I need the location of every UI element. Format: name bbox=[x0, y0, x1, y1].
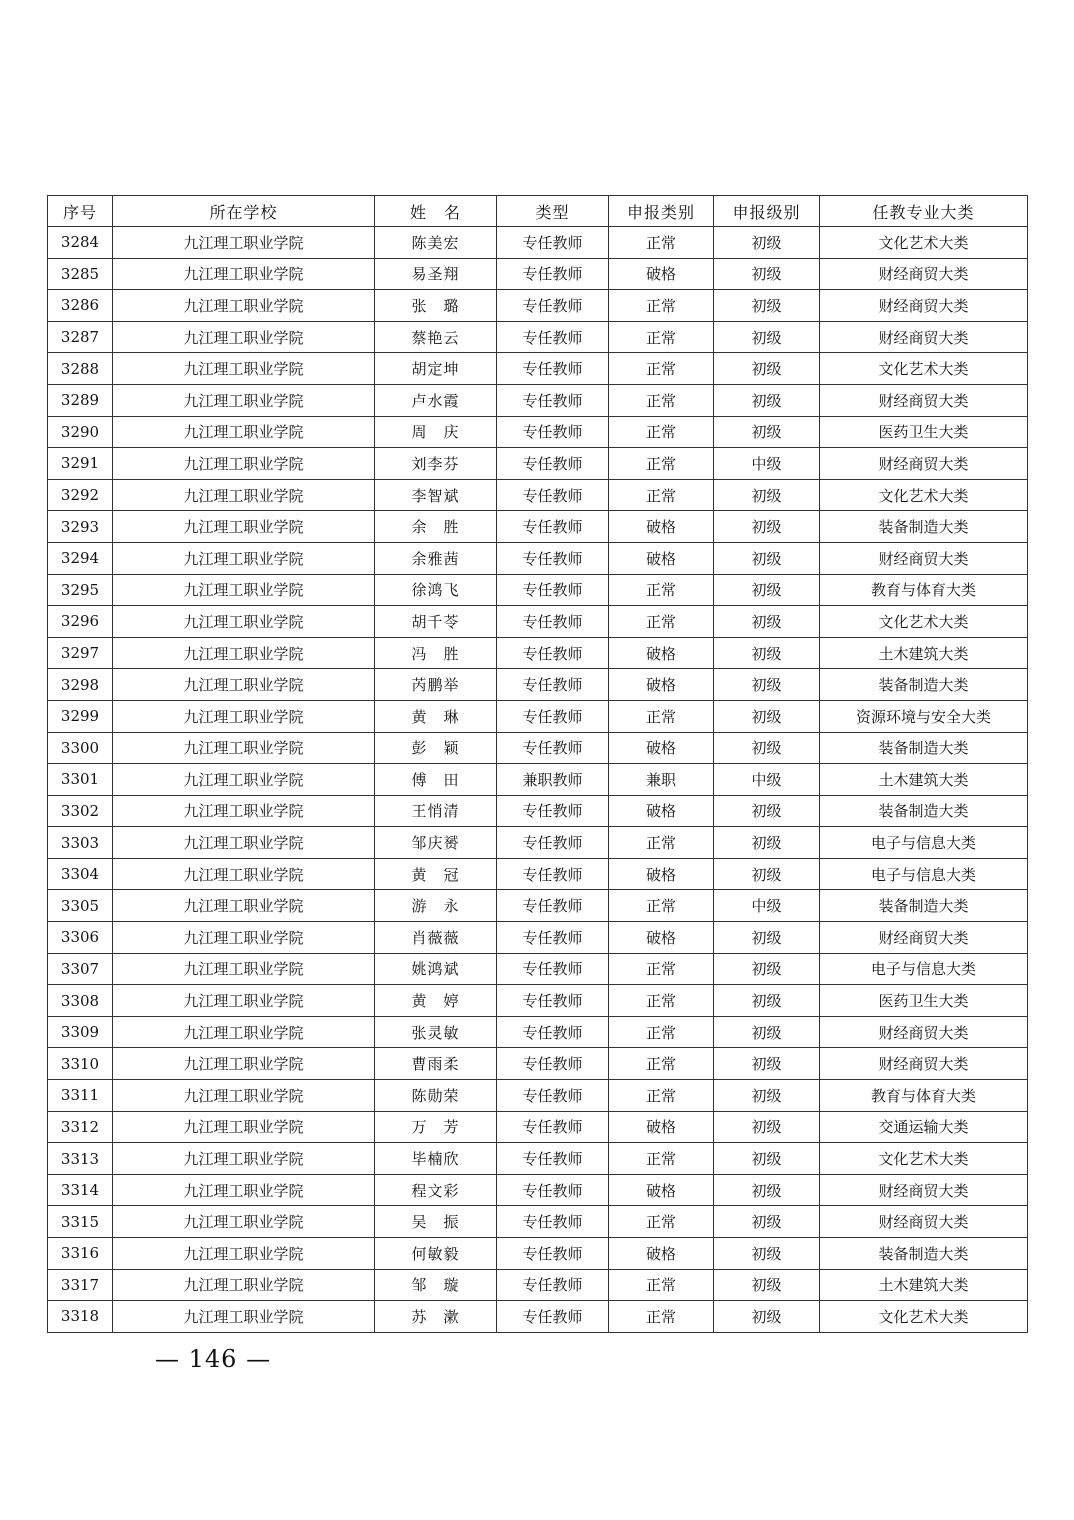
cell-school: 九江理工职业学院 bbox=[113, 1048, 375, 1080]
cell-application-category: 兼职 bbox=[609, 764, 714, 796]
cell-application-category: 正常 bbox=[609, 353, 714, 385]
table-row bbox=[48, 1301, 1028, 1333]
cell-serial-number: 3317 bbox=[48, 1269, 113, 1301]
cell-major-category: 财经商贸大类 bbox=[820, 384, 1028, 416]
cell-major-category: 文化艺术大类 bbox=[820, 227, 1028, 259]
cell-type: 专任教师 bbox=[497, 227, 609, 259]
cell-name: 芮鹏举 bbox=[375, 669, 497, 701]
cell-major-category: 财经商贸大类 bbox=[820, 1048, 1028, 1080]
table-row bbox=[48, 922, 1028, 954]
cell-major-category: 医药卫生大类 bbox=[820, 416, 1028, 448]
cell-application-level: 初级 bbox=[714, 1143, 820, 1175]
cell-name: 游 永 bbox=[375, 890, 497, 922]
cell-school: 九江理工职业学院 bbox=[113, 764, 375, 796]
cell-type: 专任教师 bbox=[497, 890, 609, 922]
table-row bbox=[48, 1238, 1028, 1270]
cell-type: 专任教师 bbox=[497, 1048, 609, 1080]
cell-name: 吴 振 bbox=[375, 1206, 497, 1238]
cell-name: 傅 田 bbox=[375, 764, 497, 796]
cell-application-category: 正常 bbox=[609, 1143, 714, 1175]
cell-application-level: 初级 bbox=[714, 574, 820, 606]
cell-school: 九江理工职业学院 bbox=[113, 448, 375, 480]
cell-school: 九江理工职业学院 bbox=[113, 1143, 375, 1175]
table-row bbox=[48, 764, 1028, 796]
cell-type: 专任教师 bbox=[497, 542, 609, 574]
table-row bbox=[48, 985, 1028, 1017]
cell-major-category: 装备制造大类 bbox=[820, 511, 1028, 543]
cell-application-category: 破格 bbox=[609, 795, 714, 827]
cell-name: 卢水霞 bbox=[375, 384, 497, 416]
cell-school: 九江理工职业学院 bbox=[113, 384, 375, 416]
cell-school: 九江理工职业学院 bbox=[113, 827, 375, 859]
cell-application-level: 初级 bbox=[714, 290, 820, 322]
cell-type: 专任教师 bbox=[497, 858, 609, 890]
cell-application-category: 正常 bbox=[609, 606, 714, 638]
cell-type: 专任教师 bbox=[497, 258, 609, 290]
table-row bbox=[48, 321, 1028, 353]
cell-serial-number: 3314 bbox=[48, 1174, 113, 1206]
cell-name: 邹 璇 bbox=[375, 1269, 497, 1301]
cell-school: 九江理工职业学院 bbox=[113, 1269, 375, 1301]
cell-application-level: 初级 bbox=[714, 1269, 820, 1301]
cell-application-category: 正常 bbox=[609, 1301, 714, 1333]
cell-application-level: 初级 bbox=[714, 258, 820, 290]
cell-name: 余 胜 bbox=[375, 511, 497, 543]
cell-type: 专任教师 bbox=[497, 448, 609, 480]
cell-application-level: 中级 bbox=[714, 890, 820, 922]
cell-school: 九江理工职业学院 bbox=[113, 669, 375, 701]
cell-school: 九江理工职业学院 bbox=[113, 922, 375, 954]
cell-major-category: 教育与体育大类 bbox=[820, 1080, 1028, 1112]
cell-name: 张灵敏 bbox=[375, 1016, 497, 1048]
table-row bbox=[48, 732, 1028, 764]
cell-major-category: 土木建筑大类 bbox=[820, 764, 1028, 796]
cell-type: 专任教师 bbox=[497, 1174, 609, 1206]
cell-application-category: 正常 bbox=[609, 953, 714, 985]
cell-application-category: 正常 bbox=[609, 1016, 714, 1048]
cell-serial-number: 3291 bbox=[48, 448, 113, 480]
cell-school: 九江理工职业学院 bbox=[113, 258, 375, 290]
cell-application-level: 初级 bbox=[714, 1016, 820, 1048]
cell-serial-number: 3289 bbox=[48, 384, 113, 416]
cell-application-level: 初级 bbox=[714, 669, 820, 701]
cell-serial-number: 3285 bbox=[48, 258, 113, 290]
cell-application-level: 初级 bbox=[714, 795, 820, 827]
cell-serial-number: 3302 bbox=[48, 795, 113, 827]
table-row bbox=[48, 1269, 1028, 1301]
cell-major-category: 财经商贸大类 bbox=[820, 542, 1028, 574]
cell-application-category: 破格 bbox=[609, 542, 714, 574]
cell-serial-number: 3315 bbox=[48, 1206, 113, 1238]
cell-name: 胡定坤 bbox=[375, 353, 497, 385]
cell-major-category: 装备制造大类 bbox=[820, 795, 1028, 827]
cell-serial-number: 3284 bbox=[48, 227, 113, 259]
table-row bbox=[48, 1143, 1028, 1175]
cell-application-category: 破格 bbox=[609, 637, 714, 669]
cell-serial-number: 3298 bbox=[48, 669, 113, 701]
cell-type: 兼职教师 bbox=[497, 764, 609, 796]
cell-type: 专任教师 bbox=[497, 669, 609, 701]
cell-type: 专任教师 bbox=[497, 353, 609, 385]
cell-type: 专任教师 bbox=[497, 1111, 609, 1143]
cell-name: 陈美宏 bbox=[375, 227, 497, 259]
table-header-row bbox=[48, 196, 1028, 227]
cell-application-level: 初级 bbox=[714, 353, 820, 385]
cell-application-category: 正常 bbox=[609, 384, 714, 416]
cell-school: 九江理工职业学院 bbox=[113, 606, 375, 638]
cell-school: 九江理工职业学院 bbox=[113, 321, 375, 353]
table-row bbox=[48, 700, 1028, 732]
cell-type: 专任教师 bbox=[497, 1238, 609, 1270]
cell-name: 苏 漱 bbox=[375, 1301, 497, 1333]
cell-name: 毕楠欣 bbox=[375, 1143, 497, 1175]
cell-serial-number: 3300 bbox=[48, 732, 113, 764]
cell-serial-number: 3307 bbox=[48, 953, 113, 985]
cell-application-level: 初级 bbox=[714, 1206, 820, 1238]
cell-school: 九江理工职业学院 bbox=[113, 542, 375, 574]
table-body bbox=[48, 227, 1028, 1333]
cell-application-category: 破格 bbox=[609, 858, 714, 890]
table-row bbox=[48, 574, 1028, 606]
cell-serial-number: 3288 bbox=[48, 353, 113, 385]
cell-application-category: 正常 bbox=[609, 1080, 714, 1112]
cell-type: 专任教师 bbox=[497, 795, 609, 827]
cell-application-level: 初级 bbox=[714, 700, 820, 732]
table-row bbox=[48, 542, 1028, 574]
cell-application-level: 初级 bbox=[714, 637, 820, 669]
cell-name: 易圣翔 bbox=[375, 258, 497, 290]
cell-serial-number: 3318 bbox=[48, 1301, 113, 1333]
cell-application-category: 破格 bbox=[609, 1238, 714, 1270]
cell-name: 曹雨柔 bbox=[375, 1048, 497, 1080]
cell-school: 九江理工职业学院 bbox=[113, 511, 375, 543]
table-row bbox=[48, 1111, 1028, 1143]
cell-major-category: 电子与信息大类 bbox=[820, 858, 1028, 890]
cell-application-category: 正常 bbox=[609, 227, 714, 259]
cell-major-category: 装备制造大类 bbox=[820, 1238, 1028, 1270]
cell-major-category: 财经商贸大类 bbox=[820, 1174, 1028, 1206]
cell-school: 九江理工职业学院 bbox=[113, 1111, 375, 1143]
cell-application-category: 正常 bbox=[609, 985, 714, 1017]
cell-school: 九江理工职业学院 bbox=[113, 574, 375, 606]
cell-application-level: 初级 bbox=[714, 384, 820, 416]
cell-type: 专任教师 bbox=[497, 479, 609, 511]
cell-application-level: 初级 bbox=[714, 858, 820, 890]
cell-school: 九江理工职业学院 bbox=[113, 637, 375, 669]
table-row bbox=[48, 227, 1028, 259]
header-name: 姓 名 bbox=[375, 196, 497, 227]
cell-application-level: 中级 bbox=[714, 448, 820, 480]
cell-school: 九江理工职业学院 bbox=[113, 479, 375, 511]
cell-application-category: 正常 bbox=[609, 1048, 714, 1080]
cell-school: 九江理工职业学院 bbox=[113, 227, 375, 259]
cell-application-category: 破格 bbox=[609, 1111, 714, 1143]
cell-serial-number: 3294 bbox=[48, 542, 113, 574]
cell-type: 专任教师 bbox=[497, 732, 609, 764]
cell-application-level: 初级 bbox=[714, 1238, 820, 1270]
table-row bbox=[48, 479, 1028, 511]
cell-application-level: 初级 bbox=[714, 511, 820, 543]
cell-serial-number: 3286 bbox=[48, 290, 113, 322]
cell-name: 黄 婷 bbox=[375, 985, 497, 1017]
cell-major-category: 教育与体育大类 bbox=[820, 574, 1028, 606]
cell-application-level: 初级 bbox=[714, 479, 820, 511]
cell-major-category: 财经商贸大类 bbox=[820, 1016, 1028, 1048]
cell-application-level: 中级 bbox=[714, 764, 820, 796]
cell-name: 李智斌 bbox=[375, 479, 497, 511]
table-row bbox=[48, 1174, 1028, 1206]
cell-name: 胡千苓 bbox=[375, 606, 497, 638]
page-number: — 146 — bbox=[155, 1345, 272, 1373]
cell-application-category: 破格 bbox=[609, 732, 714, 764]
cell-serial-number: 3305 bbox=[48, 890, 113, 922]
cell-type: 专任教师 bbox=[497, 1016, 609, 1048]
cell-type: 专任教师 bbox=[497, 700, 609, 732]
table-row bbox=[48, 384, 1028, 416]
cell-type: 专任教师 bbox=[497, 953, 609, 985]
table-row bbox=[48, 416, 1028, 448]
cell-type: 专任教师 bbox=[497, 1143, 609, 1175]
cell-type: 专任教师 bbox=[497, 574, 609, 606]
table-row bbox=[48, 353, 1028, 385]
cell-name: 冯 胜 bbox=[375, 637, 497, 669]
cell-type: 专任教师 bbox=[497, 1301, 609, 1333]
cell-application-category: 正常 bbox=[609, 1206, 714, 1238]
cell-major-category: 财经商贸大类 bbox=[820, 321, 1028, 353]
cell-school: 九江理工职业学院 bbox=[113, 858, 375, 890]
cell-name: 张 璐 bbox=[375, 290, 497, 322]
cell-major-category: 文化艺术大类 bbox=[820, 606, 1028, 638]
cell-major-category: 财经商贸大类 bbox=[820, 448, 1028, 480]
cell-application-category: 正常 bbox=[609, 448, 714, 480]
cell-major-category: 资源环境与安全大类 bbox=[820, 700, 1028, 732]
table-row bbox=[48, 258, 1028, 290]
cell-major-category: 文化艺术大类 bbox=[820, 1301, 1028, 1333]
cell-serial-number: 3312 bbox=[48, 1111, 113, 1143]
cell-serial-number: 3295 bbox=[48, 574, 113, 606]
cell-school: 九江理工职业学院 bbox=[113, 890, 375, 922]
table-row bbox=[48, 1016, 1028, 1048]
header-application-category: 申报类别 bbox=[609, 196, 714, 227]
cell-type: 专任教师 bbox=[497, 1269, 609, 1301]
cell-type: 专任教师 bbox=[497, 985, 609, 1017]
cell-application-level: 初级 bbox=[714, 1048, 820, 1080]
cell-application-level: 初级 bbox=[714, 1111, 820, 1143]
cell-school: 九江理工职业学院 bbox=[113, 290, 375, 322]
cell-name: 程文彩 bbox=[375, 1174, 497, 1206]
cell-major-category: 文化艺术大类 bbox=[820, 1143, 1028, 1175]
cell-application-category: 破格 bbox=[609, 922, 714, 954]
cell-serial-number: 3301 bbox=[48, 764, 113, 796]
cell-serial-number: 3308 bbox=[48, 985, 113, 1017]
table-row bbox=[48, 953, 1028, 985]
table-row bbox=[48, 606, 1028, 638]
cell-application-level: 初级 bbox=[714, 1080, 820, 1112]
cell-name: 徐鸿飞 bbox=[375, 574, 497, 606]
cell-major-category: 财经商贸大类 bbox=[820, 1206, 1028, 1238]
cell-name: 万 芳 bbox=[375, 1111, 497, 1143]
cell-application-category: 破格 bbox=[609, 258, 714, 290]
cell-major-category: 文化艺术大类 bbox=[820, 353, 1028, 385]
cell-type: 专任教师 bbox=[497, 511, 609, 543]
cell-major-category: 电子与信息大类 bbox=[820, 827, 1028, 859]
cell-application-category: 正常 bbox=[609, 827, 714, 859]
cell-type: 专任教师 bbox=[497, 606, 609, 638]
cell-major-category: 文化艺术大类 bbox=[820, 479, 1028, 511]
cell-serial-number: 3306 bbox=[48, 922, 113, 954]
cell-major-category: 医药卫生大类 bbox=[820, 985, 1028, 1017]
cell-application-level: 初级 bbox=[714, 922, 820, 954]
cell-school: 九江理工职业学院 bbox=[113, 1301, 375, 1333]
cell-major-category: 财经商贸大类 bbox=[820, 290, 1028, 322]
cell-application-level: 初级 bbox=[714, 732, 820, 764]
cell-type: 专任教师 bbox=[497, 827, 609, 859]
table-row bbox=[48, 448, 1028, 480]
cell-type: 专任教师 bbox=[497, 416, 609, 448]
cell-school: 九江理工职业学院 bbox=[113, 1080, 375, 1112]
cell-type: 专任教师 bbox=[497, 1206, 609, 1238]
cell-major-category: 土木建筑大类 bbox=[820, 1269, 1028, 1301]
cell-name: 余雅茜 bbox=[375, 542, 497, 574]
cell-type: 专任教师 bbox=[497, 384, 609, 416]
cell-serial-number: 3309 bbox=[48, 1016, 113, 1048]
table-row bbox=[48, 1206, 1028, 1238]
cell-application-level: 初级 bbox=[714, 227, 820, 259]
header-application-level: 申报级别 bbox=[714, 196, 820, 227]
cell-application-level: 初级 bbox=[714, 1301, 820, 1333]
cell-serial-number: 3311 bbox=[48, 1080, 113, 1112]
cell-serial-number: 3293 bbox=[48, 511, 113, 543]
table-row bbox=[48, 1080, 1028, 1112]
cell-application-category: 正常 bbox=[609, 574, 714, 606]
cell-name: 姚鸿斌 bbox=[375, 953, 497, 985]
cell-application-category: 正常 bbox=[609, 700, 714, 732]
cell-school: 九江理工职业学院 bbox=[113, 1206, 375, 1238]
cell-major-category: 装备制造大类 bbox=[820, 890, 1028, 922]
cell-serial-number: 3304 bbox=[48, 858, 113, 890]
cell-school: 九江理工职业学院 bbox=[113, 416, 375, 448]
cell-application-category: 破格 bbox=[609, 669, 714, 701]
cell-name: 彭 颖 bbox=[375, 732, 497, 764]
cell-application-level: 初级 bbox=[714, 542, 820, 574]
table-row bbox=[48, 511, 1028, 543]
cell-type: 专任教师 bbox=[497, 922, 609, 954]
cell-major-category: 财经商贸大类 bbox=[820, 258, 1028, 290]
cell-application-level: 初级 bbox=[714, 1174, 820, 1206]
table-row bbox=[48, 858, 1028, 890]
cell-major-category: 电子与信息大类 bbox=[820, 953, 1028, 985]
cell-serial-number: 3303 bbox=[48, 827, 113, 859]
cell-serial-number: 3313 bbox=[48, 1143, 113, 1175]
cell-major-category: 土木建筑大类 bbox=[820, 637, 1028, 669]
table-row bbox=[48, 795, 1028, 827]
cell-type: 专任教师 bbox=[497, 290, 609, 322]
cell-major-category: 装备制造大类 bbox=[820, 669, 1028, 701]
cell-application-category: 正常 bbox=[609, 890, 714, 922]
header-type: 类型 bbox=[497, 196, 609, 227]
cell-application-category: 正常 bbox=[609, 321, 714, 353]
cell-application-level: 初级 bbox=[714, 953, 820, 985]
cell-major-category: 交通运输大类 bbox=[820, 1111, 1028, 1143]
cell-application-category: 破格 bbox=[609, 511, 714, 543]
cell-school: 九江理工职业学院 bbox=[113, 985, 375, 1017]
cell-application-level: 初级 bbox=[714, 606, 820, 638]
cell-application-level: 初级 bbox=[714, 321, 820, 353]
cell-name: 陈勋荣 bbox=[375, 1080, 497, 1112]
header-serial-number: 序号 bbox=[48, 196, 113, 227]
cell-application-category: 正常 bbox=[609, 290, 714, 322]
cell-name: 黄 琳 bbox=[375, 700, 497, 732]
cell-type: 专任教师 bbox=[497, 1080, 609, 1112]
cell-type: 专任教师 bbox=[497, 637, 609, 669]
cell-major-category: 装备制造大类 bbox=[820, 732, 1028, 764]
teacher-roster-table bbox=[47, 195, 1028, 1333]
cell-school: 九江理工职业学院 bbox=[113, 732, 375, 764]
cell-name: 周 庆 bbox=[375, 416, 497, 448]
header-major-category: 任教专业大类 bbox=[820, 196, 1028, 227]
cell-serial-number: 3296 bbox=[48, 606, 113, 638]
cell-school: 九江理工职业学院 bbox=[113, 953, 375, 985]
cell-application-level: 初级 bbox=[714, 416, 820, 448]
cell-application-level: 初级 bbox=[714, 827, 820, 859]
cell-school: 九江理工职业学院 bbox=[113, 1174, 375, 1206]
cell-serial-number: 3287 bbox=[48, 321, 113, 353]
cell-application-level: 初级 bbox=[714, 985, 820, 1017]
table-row bbox=[48, 637, 1028, 669]
cell-application-category: 正常 bbox=[609, 416, 714, 448]
cell-name: 刘李芬 bbox=[375, 448, 497, 480]
cell-serial-number: 3297 bbox=[48, 637, 113, 669]
cell-application-category: 破格 bbox=[609, 1174, 714, 1206]
cell-name: 邹庆赟 bbox=[375, 827, 497, 859]
cell-serial-number: 3310 bbox=[48, 1048, 113, 1080]
cell-serial-number: 3299 bbox=[48, 700, 113, 732]
header-school: 所在学校 bbox=[113, 196, 375, 227]
cell-type: 专任教师 bbox=[497, 321, 609, 353]
cell-school: 九江理工职业学院 bbox=[113, 1238, 375, 1270]
cell-name: 蔡艳云 bbox=[375, 321, 497, 353]
table-row bbox=[48, 669, 1028, 701]
cell-school: 九江理工职业学院 bbox=[113, 1016, 375, 1048]
cell-serial-number: 3292 bbox=[48, 479, 113, 511]
cell-name: 肖薇薇 bbox=[375, 922, 497, 954]
cell-application-category: 正常 bbox=[609, 1269, 714, 1301]
cell-name: 何敏毅 bbox=[375, 1238, 497, 1270]
cell-name: 黄 冠 bbox=[375, 858, 497, 890]
cell-school: 九江理工职业学院 bbox=[113, 700, 375, 732]
table-row bbox=[48, 290, 1028, 322]
cell-serial-number: 3290 bbox=[48, 416, 113, 448]
table-row bbox=[48, 1048, 1028, 1080]
table-row bbox=[48, 827, 1028, 859]
cell-major-category: 财经商贸大类 bbox=[820, 922, 1028, 954]
cell-school: 九江理工职业学院 bbox=[113, 353, 375, 385]
cell-serial-number: 3316 bbox=[48, 1238, 113, 1270]
table-row bbox=[48, 890, 1028, 922]
cell-name: 王悄清 bbox=[375, 795, 497, 827]
cell-school: 九江理工职业学院 bbox=[113, 795, 375, 827]
cell-application-category: 正常 bbox=[609, 479, 714, 511]
